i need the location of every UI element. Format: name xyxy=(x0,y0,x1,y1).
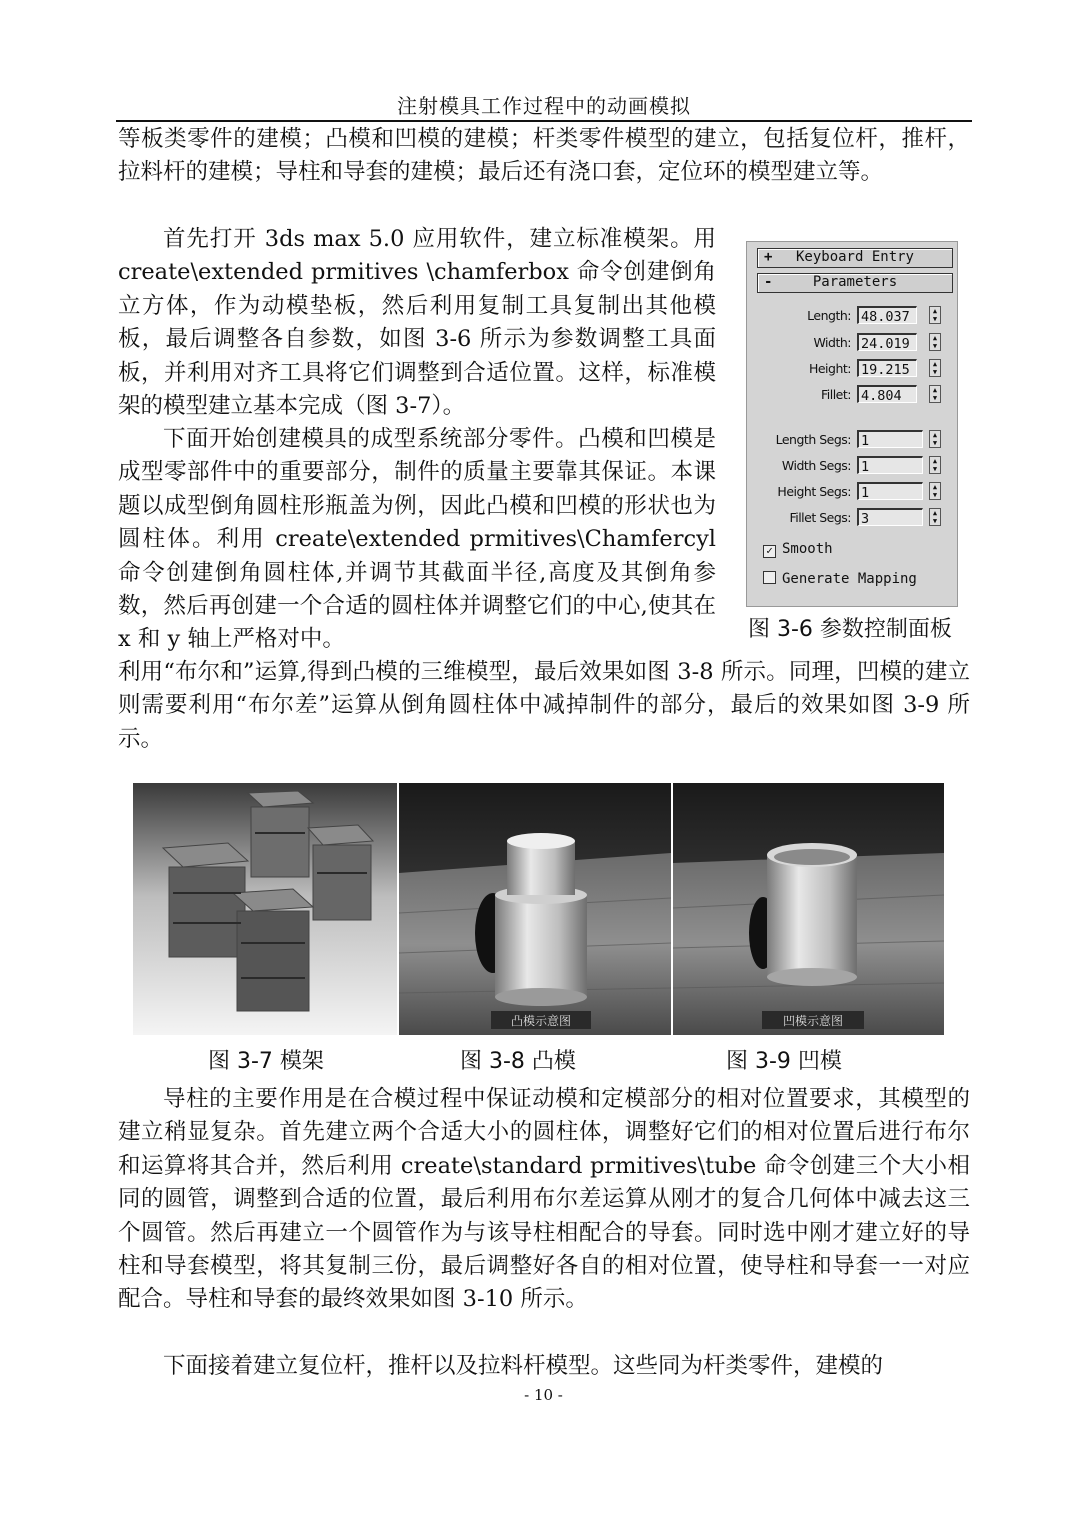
keyboard-entry-rollout[interactable] xyxy=(757,248,953,268)
height-label-row xyxy=(747,359,851,379)
fillet-segs-field[interactable]: 3 xyxy=(857,508,923,526)
length-label: Length: xyxy=(807,308,851,323)
cavity-mold-image xyxy=(673,783,944,1035)
length-label-row xyxy=(747,306,851,326)
fillet-segs-label-row xyxy=(747,508,851,528)
height-spinner-icon[interactable]: ▲ ▼ xyxy=(929,359,941,377)
generate-mapping-checkbox[interactable] xyxy=(763,571,917,587)
height-segs-label-row xyxy=(747,482,851,502)
length-segs-spinner-icon[interactable]: ▲ ▼ xyxy=(929,430,941,448)
parameters-panel-figure xyxy=(746,241,958,607)
length-spinner-icon[interactable]: ▲ ▼ xyxy=(929,306,941,324)
generate-mapping-label: Generate Mapping xyxy=(782,571,917,587)
fillet-field[interactable]: 4.804 xyxy=(857,385,917,403)
fillet-segs-spinner-icon[interactable]: ▲ ▼ xyxy=(929,508,941,526)
header-rule xyxy=(116,120,972,122)
figure-3-8-caption: 图 3-8 凸模 xyxy=(460,1049,576,1074)
figure-strip-3-7-to-3-9 xyxy=(133,783,944,1035)
rollout-plus-icon: + xyxy=(764,249,773,265)
paragraph-1: 等板类零件的建模；凸模和凹模的建模；杆类零件模型的建立，包括复位杆，推杆，拉料杆的建模；导柱和导套的建模；最后还有浇口套，定位环的模型建立等。 xyxy=(118,126,970,186)
smooth-label: Smooth xyxy=(782,541,833,557)
core-overlay-label: 凸模示意图 xyxy=(510,1014,572,1028)
page-number: - 10 - xyxy=(524,1386,563,1404)
core-mold-image xyxy=(399,783,671,1035)
width-label: Width: xyxy=(813,335,851,350)
width-label-row xyxy=(747,333,851,353)
length-segs-label: Length Segs: xyxy=(775,432,851,447)
fillet-label: Fillet: xyxy=(820,387,851,402)
cavity-overlay-label: 凹模示意图 xyxy=(782,1014,844,1028)
width-segs-field[interactable]: 1 xyxy=(857,456,923,474)
checkmark-icon: ✓ xyxy=(763,545,776,558)
height-segs-label: Height Segs: xyxy=(777,484,851,499)
figure-3-6-caption: 图 3-6 参数控制面板 xyxy=(748,617,952,642)
rollout-title: Keyboard Entry xyxy=(795,249,914,265)
height-segs-field[interactable]: 1 xyxy=(857,482,923,500)
paragraph-3-continued: 利用“布尔和”运算,得到凸模的三维模型，最后效果如图 3-8 所示。同理，凹模的建立则需要利用“布尔差”运算从倒角圆柱体中减掉制件的部分，最后的效果如图 3-9 所示。 xyxy=(118,659,970,752)
width-segs-label-row xyxy=(747,456,851,476)
height-segs-spinner-icon[interactable]: ▲ ▼ xyxy=(929,482,941,500)
paragraph-3: 下面开始创建模具的成型系统部分零件。凸模和凹模是成型零部件中的重要部分，制件的质量主要靠其保证。本课题以成型倒角圆柱形瓶盖为例，因此凸模和凹模的形状也为圆柱体。利用 create\extended prmitives\Chamfercyl 命令创建倒角圆柱体,并调节其截面半径,高度及其倒角参数，然后再创建一个合适的圆柱体并调整它们的中心,使其在 x 和 y 轴上严格对中。 xyxy=(118,426,716,653)
length-segs-label-row xyxy=(747,430,851,450)
length-field[interactable]: 48.037 xyxy=(857,306,917,324)
rollout-minus-icon: - xyxy=(764,274,773,290)
width-segs-label: Width Segs: xyxy=(781,458,851,473)
figure-3-9-caption: 图 3-9 凹模 xyxy=(726,1049,842,1074)
parameters-rollout[interactable] xyxy=(757,273,953,293)
paragraph-2: 首先打开 3ds max 5.0 应用软件，建立标准模架。用 create\extended prmitives \chamferbox 命令创建倒角立方体，作为动模垫板，然后利用复制工具复制出其他模板，最后调整各自参数，如图 3-6 所示为参数调整工具面板，并利用对齐工具将它们调整到合适位置。这样，标准模架的模型建立基本完成（图 3-7）。 xyxy=(118,226,716,420)
paragraph-5: 下面接着建立复位杆，推杆以及拉料杆模型。这些同为杆类零件，建模的 xyxy=(163,1353,884,1379)
height-label: Height: xyxy=(808,361,851,376)
mold-base-image xyxy=(133,783,397,1035)
height-field[interactable]: 19.215 xyxy=(857,359,917,377)
width-field[interactable]: 24.019 xyxy=(857,333,917,351)
width-spinner-icon[interactable]: ▲ ▼ xyxy=(929,333,941,351)
fillet-label-row xyxy=(747,385,851,405)
length-segs-field[interactable]: 1 xyxy=(857,430,923,448)
rollout-title: Parameters xyxy=(812,274,898,290)
empty-checkbox-icon xyxy=(763,571,776,584)
fillet-spinner-icon[interactable]: ▲ ▼ xyxy=(929,385,941,403)
width-segs-spinner-icon[interactable]: ▲ ▼ xyxy=(929,456,941,474)
smooth-checkbox[interactable] xyxy=(763,541,833,558)
paragraph-4: 导柱的主要作用是在合模过程中保证动模和定模部分的相对位置要求，其模型的建立稍显复杂。首先建立两个合适大小的圆柱体，调整好它们的相对位置后进行布尔和运算将其合并，然后利用 create\standard prmitives\tube 命令创建三个大小相同的圆管，调整到合适的位置，最后利用布尔差运算从刚才的复合几何体中减去这三个圆管。然后再建立一个圆管作为与该导柱相配合的导套。同时选中刚才建立好的导柱和导套模型，将其复制三份，最后调整好各自的相对位置，使导柱和导套一一对应配合。导柱和导套的最终效果如图 3-10 所示。 xyxy=(118,1086,970,1313)
figure-3-7-caption: 图 3-7 模架 xyxy=(208,1049,324,1074)
fillet-segs-label: Fillet Segs: xyxy=(789,510,851,525)
page-header-title: 注射模具工作过程中的动画模拟 xyxy=(397,94,691,118)
